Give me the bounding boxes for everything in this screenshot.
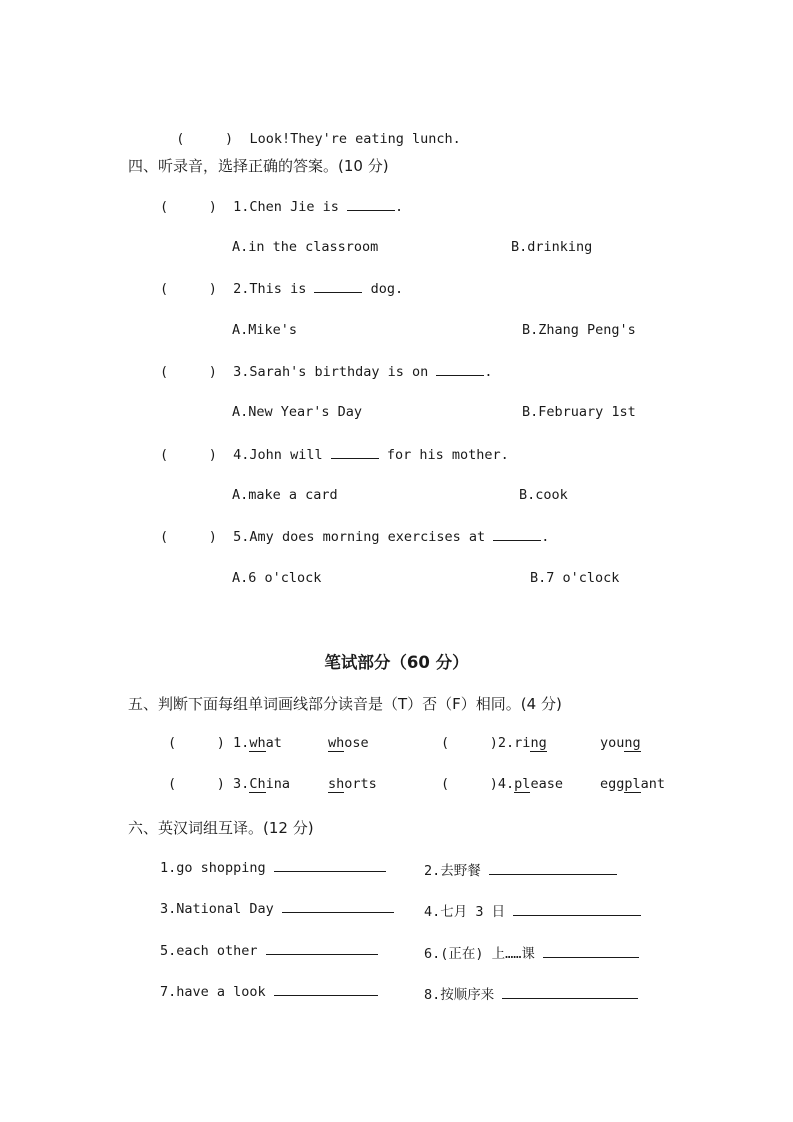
option-b: B.Zhang Peng's	[522, 322, 636, 338]
answer-blank[interactable]	[314, 280, 362, 293]
answer-blank[interactable]	[266, 942, 378, 955]
question-1: ( ) 1.Chen Jie is .	[160, 199, 404, 215]
phonics-word: eggplant	[600, 776, 666, 792]
section5-heading: 五、判断下面每组单词画线部分读音是（T）否（F）相同。(4 分)	[128, 695, 562, 713]
underlined-part: sh	[328, 776, 345, 792]
answer-blank[interactable]	[543, 945, 639, 958]
written-part-title: 笔试部分（60 分）	[324, 653, 469, 672]
translation-item: 6.(正在) 上……课	[424, 942, 639, 962]
phonics-item-3: ( ) 3.China	[168, 776, 290, 792]
translation-item: 5.each other	[160, 942, 378, 959]
answer-blank[interactable]	[502, 986, 638, 999]
option-a: A.Mike's	[232, 322, 298, 338]
question-2: ( ) 2.This is dog.	[160, 281, 404, 297]
underlined-part: wh	[249, 735, 266, 751]
option-b: B.February 1st	[522, 404, 636, 420]
section4-heading: 四、听录音，选择正确的答案。(10 分)	[128, 157, 389, 175]
answer-blank[interactable]	[347, 198, 395, 211]
phonics-item-1: ( ) 1.what	[168, 735, 282, 751]
translation-item: 2.去野餐	[424, 859, 617, 879]
underlined-part: Ch	[249, 776, 266, 792]
phonics-item-2: ( )2.ring	[441, 735, 547, 751]
answer-blank[interactable]	[274, 859, 386, 872]
underlined-part: ng	[624, 735, 641, 751]
answer-paren[interactable]: ( )	[160, 447, 217, 463]
option-b: B.drinking	[511, 239, 593, 255]
answer-paren[interactable]: ( )	[441, 735, 498, 751]
translation-item: 7.have a look	[160, 983, 378, 1000]
question-3: ( ) 3.Sarah's birthday is on .	[160, 364, 493, 380]
answer-paren[interactable]: ( )	[160, 199, 217, 215]
option-b: B.7 o'clock	[530, 570, 620, 586]
answer-paren[interactable]: ( )	[168, 735, 225, 751]
option-a: A.make a card	[232, 487, 338, 503]
option-a: A.6 o'clock	[232, 570, 322, 586]
translation-item: 8.按顺序来	[424, 983, 638, 1003]
answer-paren[interactable]: ( )	[168, 776, 225, 792]
option-b: B.cook	[519, 487, 568, 503]
question-4: ( ) 4.John will for his mother.	[160, 447, 509, 463]
top-item	[160, 115, 461, 147]
answer-paren[interactable]: ( )	[176, 131, 234, 147]
item-text: Look!They're eating lunch.	[249, 131, 461, 147]
answer-blank[interactable]	[282, 900, 394, 913]
phonics-word: whose	[328, 735, 369, 751]
answer-blank[interactable]	[274, 983, 378, 996]
underlined-part: pl	[624, 776, 641, 792]
phonics-word: young	[600, 735, 641, 751]
translation-item: 4.七月 3 日	[424, 900, 641, 920]
answer-paren[interactable]: ( )	[160, 529, 217, 545]
underlined-part: ng	[530, 735, 547, 751]
translation-item: 3.National Day	[160, 900, 394, 917]
answer-paren[interactable]: ( )	[160, 281, 217, 297]
answer-blank[interactable]	[489, 862, 617, 875]
option-a: A.in the classroom	[232, 239, 379, 255]
phonics-item-4: ( )4.please	[441, 776, 563, 792]
answer-blank[interactable]	[331, 446, 379, 459]
underlined-part: wh	[328, 735, 345, 751]
section6-heading: 六、英汉词组互译。(12 分)	[128, 819, 314, 837]
phonics-word: shorts	[328, 776, 377, 792]
answer-blank[interactable]	[436, 363, 484, 376]
answer-paren[interactable]: ( )	[441, 776, 498, 792]
answer-blank[interactable]	[493, 528, 541, 541]
answer-paren[interactable]: ( )	[160, 364, 217, 380]
translation-item: 1.go shopping	[160, 859, 386, 876]
underlined-part: pl	[514, 776, 531, 792]
answer-blank[interactable]	[513, 903, 641, 916]
question-5: ( ) 5.Amy does morning exercises at .	[160, 529, 550, 545]
option-a: A.New Year's Day	[232, 404, 363, 420]
